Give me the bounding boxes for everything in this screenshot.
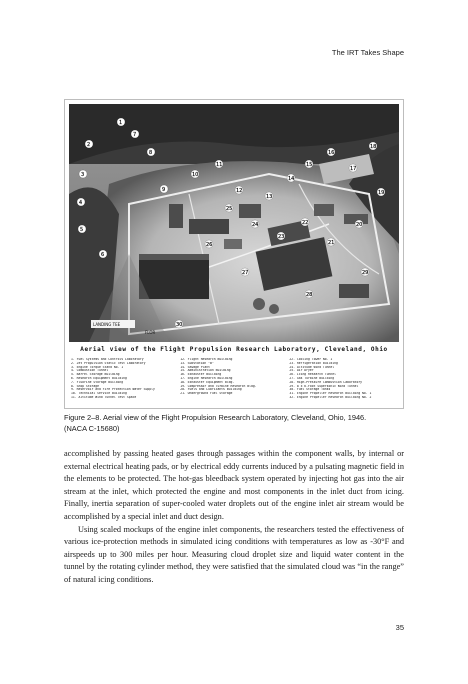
legend-column [180, 358, 288, 406]
figure-legend [71, 358, 397, 406]
legend-item: 20. Fuels and Lubricants Building [180, 388, 242, 392]
legend-item: 3. Engine Torque Stand No. 1 [71, 365, 124, 369]
legend-item: 30. Fuel Storage Tanks [289, 388, 331, 392]
legend-item: 16. Exhauster Building [180, 373, 222, 377]
caption-credit: (NACA C-15680) [64, 424, 120, 433]
legend-item: 22. Cooling Tower No. 1 [289, 358, 333, 361]
photo-label: 1 [119, 120, 123, 126]
photo-label: 19 [378, 190, 385, 196]
figure-plate [64, 99, 404, 409]
photo-label: 29 [362, 270, 369, 276]
photo-annotation: LANDING TEE [93, 322, 121, 327]
photo-label: 30 [176, 322, 183, 328]
legend-column [289, 358, 397, 406]
legend-item: 10. Technical Service Building [71, 392, 127, 396]
photo-label: 6 [101, 252, 105, 258]
legend-item: 7. Fluorine Storage Building [71, 380, 124, 384]
photo-label: 26 [206, 242, 213, 248]
photo-label: 11 [216, 162, 223, 168]
photo-label: 18 [370, 144, 377, 150]
photo-annotation: FLOR [145, 330, 156, 335]
legend-item: 23. Refrigeration Building [289, 361, 338, 365]
photo-label: 12 [236, 188, 243, 194]
photo-label: 23 [278, 234, 285, 240]
legend-item: 26. Icing Research Tunnel [289, 373, 336, 377]
photo-label: 3 [81, 172, 85, 178]
legend-item: 4. Combustion Tunnel [71, 369, 109, 373]
photo-label: 15 [306, 162, 313, 168]
photo-label: 21 [328, 240, 335, 246]
legend-item: 13. Substation "B" [180, 361, 214, 365]
legend-item: 25. Air Dryer [289, 369, 314, 373]
legend-item: 21. Underground Fuel Storage [180, 392, 233, 396]
legend-item: 2. Jet Propulsion Static Test Laboratory [71, 361, 146, 365]
plate-title: Aerial view of the Flight Propulsion Research Laboratory, Cleveland, Ohio [80, 346, 388, 353]
legend-item: 29. 8 x 6-Foot Supersonic Wind Tunnel [289, 384, 359, 388]
legend-item: 12. Flight Research Building [180, 358, 233, 361]
photo-label: 13 [266, 194, 273, 200]
photo-label: 2 [87, 142, 91, 148]
photo-label: 4 [79, 200, 83, 206]
legend-item: 11. Altitude Wind Tunnel Test Space [71, 395, 137, 399]
photo-label: 5 [80, 227, 84, 233]
running-head: The IRT Takes Shape [331, 48, 404, 57]
legend-item: 18. Exhauster Equipment Bldg. [180, 380, 235, 384]
photo-label: 22 [302, 220, 309, 226]
legend-item: 28. High-Pressure Combustion Laboratory [289, 380, 363, 384]
photo-label: 24 [252, 222, 259, 228]
legend-item: 8. Shop Storage [71, 384, 99, 388]
page-number: 35 [395, 623, 404, 632]
aerial-photo [69, 104, 399, 342]
photo-label: 25 [226, 206, 233, 212]
photo-label: 28 [306, 292, 313, 298]
legend-item: 24. Altitude Wind Tunnel [289, 365, 335, 369]
photo-label: 9 [162, 187, 166, 193]
caption-line: Figure 2–8. Aerial view of the Flight Propulsion Research Laboratory, Cleveland, Ohio, 1946. [64, 413, 367, 422]
hangar-building [139, 254, 209, 299]
legend-item: 6. Research Equipment Building [71, 376, 127, 380]
legend-item: 5. Barrel Storage Building [71, 373, 120, 377]
photo-label: 27 [242, 270, 249, 276]
legend-item: 17. Engine Research Building [180, 376, 233, 380]
paragraph: accomplished by passing heated gases through passages within the component walls, by internal or external electrical heating pads, or by electrical eddy currents induced by a pulsating magnetic field in the elements to be protected. The hot-gas bleedback system operated by injecting hot gas into the air stream at the inlet, which protected the engine and most components in the inlet duct from icing. Finally, inertia separation of super-cooled water droplets out of the engine inlet air stream would be accomplished by a special inlet and duct design. [64, 449, 404, 521]
photo-label: 8 [149, 150, 153, 156]
legend-item: 32. Engine Propeller Research Building No. 2 [289, 395, 372, 399]
photo-label: 14 [288, 176, 295, 182]
body-text [64, 448, 404, 587]
legend-item: 1. Fuel Systems and Controls Laboratory [71, 358, 144, 361]
legend-item: 15. Administration Building [180, 369, 231, 373]
legend-item: 14. Sewage Plant [180, 365, 211, 369]
legend-item: 9. Reservoir and Fire Protection Water Supply [71, 388, 155, 392]
paragraph: Using scaled mockups of the engine inlet components, the researchers tested the effectiveness of various ice-protection methods in simulated icing conditions with temperatures as low as -30°F and airspeeds up to 300 miles per hour. Measuring cloud droplet size and liquid water content in the tunnel by the rotating cylinder method, they were satisfied that the simulated cloud was “in the range” of natural icing conditions. [64, 524, 404, 584]
photo-label: 7 [133, 132, 137, 138]
legend-item: 27. Gas Turbine Building [289, 376, 335, 380]
legend-item: 19. Compressor and Turbine Research Bldg. [180, 384, 257, 388]
photo-label: 10 [192, 172, 199, 178]
photo-label: 20 [356, 222, 363, 228]
photo-label: 16 [328, 150, 335, 156]
legend-item: 31. Engine Propeller Research Building No. 1 [289, 392, 372, 396]
figure-caption [64, 412, 404, 434]
photo-label: 17 [350, 166, 357, 172]
legend-column [71, 358, 179, 406]
